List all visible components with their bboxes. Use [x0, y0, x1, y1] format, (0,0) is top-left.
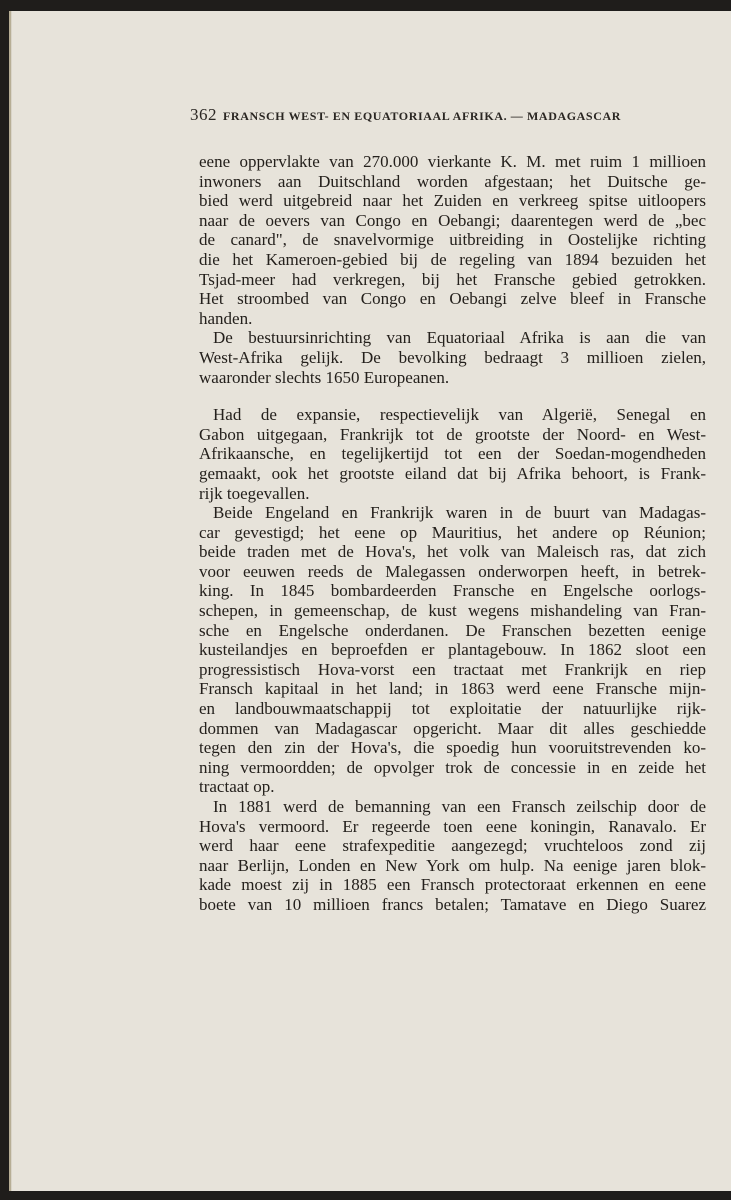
text-line: Het stroombed van Congo en Oebangi zelve bleef in Fransche [199, 289, 706, 309]
text-line: schepen, in gemeenschap, de kust wegens mishandeling van Fran- [199, 601, 706, 621]
text-line: Fransch kapitaal in het land; in 1863 werd eene Fransche mijn- [199, 679, 706, 699]
text-line: car gevestigd; het eene op Mauritius, het andere op Réunion; [199, 522, 706, 542]
text-line: voor eeuwen reeds de Malegassen onderworpen heeft, in betrek- [199, 561, 706, 581]
book-page [9, 11, 731, 1191]
text-line: kade moest zij in 1885 een Fransch protectoraat erkennen en eene [199, 875, 706, 895]
text-line: inwoners aan Duitschland worden afgestaan; het Duitsche ge- [199, 171, 706, 191]
text-line: king. In 1845 bombardeerden Fransche en Engelsche oorlogs- [199, 581, 706, 601]
text-line: bied werd uitgebreid naar het Zuiden en verkreeg spitse uitloopers [199, 191, 706, 211]
text-line: sche en Engelsche onderdanen. De Franschen bezetten eenige [199, 620, 706, 640]
text-line: Afrikaansche, en tegelijkertijd tot een der Soedan-mogendheden [199, 444, 706, 464]
running-header [190, 105, 710, 125]
body-text [199, 152, 706, 915]
text-line: Hova's vermoord. Er regeerde toen eene koningin, Ranavalo. Er [199, 816, 706, 836]
running-title: FRANSCH WEST- EN EQUATORIAAL AFRIKA. — MADAGASCAR [223, 109, 622, 123]
text-line: tegen den zin der Hova's, die spoedig hun vooruitstrevenden ko- [199, 738, 706, 758]
text-line: handen. [199, 308, 253, 328]
text-line: beide traden met de Hova's, het volk van Maleisch ras, dat zich [199, 542, 706, 562]
text-line: In 1881 werd de bemanning van een Fransch zeilschip door de [213, 797, 706, 816]
text-line: eene oppervlakte van 270.000 vierkante K. M. met ruim 1 millioen [199, 152, 706, 171]
text-line: dommen van Madagascar opgericht. Maar dit alles geschiedde [199, 718, 706, 738]
text-line: progressistisch Hova-vorst een tractaat met Frankrijk en riep [199, 659, 706, 679]
text-line: Gabon uitgegaan, Frankrijk tot de grootste der Noord- en West- [199, 424, 706, 444]
text-line: waaronder slechts 1650 Europeanen. [199, 367, 450, 387]
text-line: Had de expansie, respectievelijk van Algerië, Senegal en [213, 405, 706, 425]
text-line: de canard", de snavelvormige uitbreiding in Oostelijke richting [199, 230, 706, 250]
text-line: gemaakt, ook het grootste eiland dat bij Afrika behoort, is Frank- [199, 463, 706, 483]
text-line: en landbouwmaatschappij tot exploitatie der natuurlijke rijk- [199, 699, 706, 719]
text-line: ning vermoordden; de opvolger trok de concessie in en zeide het [199, 757, 706, 777]
text-line: De bestuursinrichting van Equatoriaal Afrika is aan die van [213, 328, 706, 348]
text-line: naar Berlijn, Londen en New York om hulp. Na eenige jaren blok- [199, 855, 706, 875]
section-gap [199, 387, 706, 405]
text-line: Tsjad-meer had verkregen, bij het Fransche gebied getrokken. [199, 269, 706, 289]
text-line: werd haar eene strafexpeditie aangezegd; vruchteloos zond zij [199, 836, 706, 856]
text-line: boete van 10 millioen francs betalen; Tamatave en Diego Suarez [199, 894, 706, 914]
text-line: Beide Engeland en Frankrijk waren in de buurt van Madagas- [213, 503, 706, 523]
text-line: kusteilandjes en beproefden er plantagebouw. In 1862 sloot een [199, 640, 706, 660]
page-number: 362 [190, 105, 217, 124]
text-line: rijk toegevallen. [199, 483, 310, 503]
text-line: tractaat op. [199, 777, 275, 797]
text-line: West-Afrika gelijk. De bevolking bedraagt 3 millioen zielen, [199, 347, 706, 367]
text-line: die het Kameroen-gebied bij de regeling van 1894 bezuiden het [199, 249, 706, 269]
text-line: naar de oevers van Congo en Oebangi; daarentegen werd de „bec [199, 210, 706, 230]
